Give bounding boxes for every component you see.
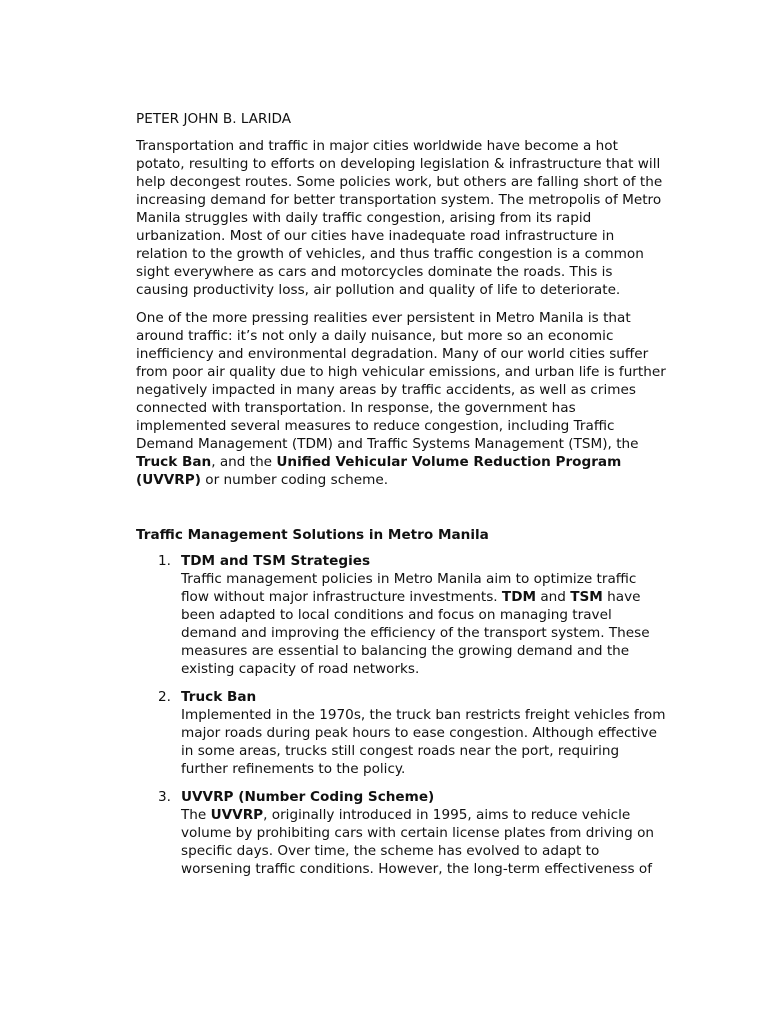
list-item <box>136 688 666 778</box>
list-item <box>136 552 666 678</box>
context-connector: , and the <box>211 454 277 470</box>
list-item-number: 1. <box>158 553 171 569</box>
list-item <box>136 788 666 878</box>
tsm-term: TSM <box>570 589 603 605</box>
section-heading: Traffic Management Solutions in Metro Manila <box>136 527 489 543</box>
uvvrp-abbrev-term: UVVRP <box>210 807 264 823</box>
document-page <box>136 110 666 888</box>
tdm-term: TDM <box>501 589 537 605</box>
truck-ban-term: Truck Ban <box>136 454 212 470</box>
list-item-text: have been adapted to local conditions and focus on managing travel demand and improving the efficiency of the transport system. These measures are essential to balancing the growing demand and the existing capacity of road networks. <box>181 589 650 677</box>
list-item-body <box>181 806 666 878</box>
list-item-text: Traffic management policies in Metro Manila aim to optimize traffic flow without major infrastructure investments. <box>181 571 637 605</box>
author-name: PETER JOHN B. LARIDA <box>136 111 292 127</box>
uvvrp-term: Unified Vehicular Volume Reduction Program (UVVRP) <box>136 454 622 488</box>
list-item-number: 3. <box>158 789 171 805</box>
context-paragraph-tail: or number coding scheme. <box>200 472 389 488</box>
list-item-title: UVVRP (Number Coding Scheme) <box>181 789 435 805</box>
context-paragraph <box>136 309 666 489</box>
list-item-title: Truck Ban <box>181 689 257 705</box>
context-paragraph-text: One of the more pressing realities ever persistent in Metro Manila is that around traffic: it’s not only a daily nuisance, but more so an economic inefficiency and environmental degradation. Many of our world cities suffer from poor air quality due to high vehicular emissions, and urban life is further negatively impacted in many areas by traffic accidents, as well as crimes connected with transportation. In response, the government has implemented several measures to reduce congestion, including Traffic Demand Management (TDM) and Traffic Systems Management (TSM), the <box>136 310 666 452</box>
list-item-text: , originally introduced in 1995, aims to reduce vehicle volume by prohibiting cars with certain license plates from driving on specific days. Over time, the scheme has evolved to adapt to worsening traffic conditions. However, the long-term effectiveness of <box>181 807 655 877</box>
intro-paragraph: Transportation and traffic in major cities worldwide have become a hot potato, resulting to efforts on developing legislation & infrastructure that will help decongest routes. Some policies work, but others are falling short of the increasing demand for better transportation system. The metropolis of Metro Manila struggles with daily traffic congestion, arising from its rapid urbanization. Most of our cities have inadequate road infrastructure in relation to the growth of vehicles, and thus traffic congestion is a common sight everywhere as cars and motorcycles dominate the roads. This is causing productivity loss, air pollution and quality of life to deteriorate. <box>136 138 663 298</box>
list-item-body <box>181 570 666 678</box>
solutions-list <box>136 552 666 878</box>
list-item-text: and <box>536 589 571 605</box>
list-item-title: TDM and TSM Strategies <box>181 553 371 569</box>
list-item-text: The <box>181 807 211 823</box>
list-item-body: Implemented in the 1970s, the truck ban restricts freight vehicles from major roads during peak hours to ease congestion. Although effective in some areas, trucks still congest roads near the port, requiring further refinements to the policy. <box>181 707 666 777</box>
list-item-number: 2. <box>158 689 171 705</box>
